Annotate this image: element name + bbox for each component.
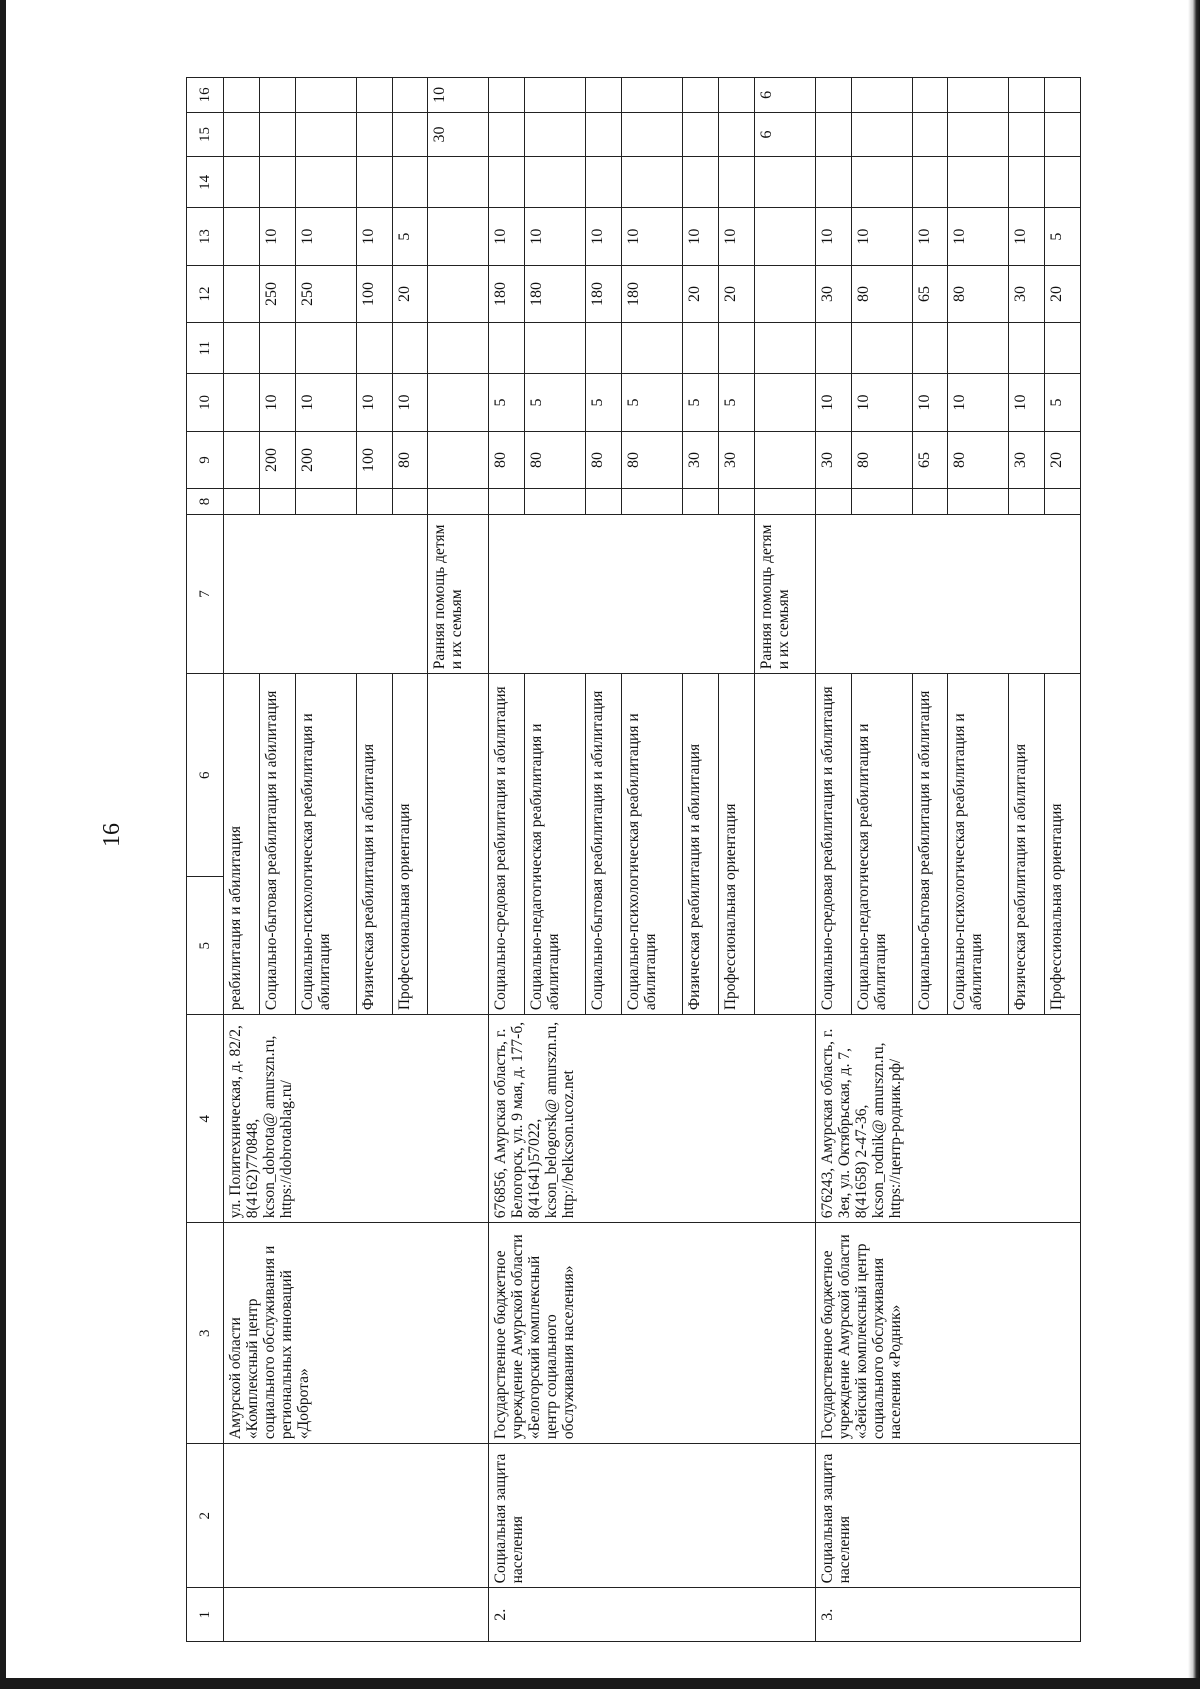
target-group [489, 514, 754, 674]
col16-value: 10 [428, 78, 489, 113]
col9-value: 80 [525, 431, 586, 488]
service-name: Социально-бытовая реабилитация и абилитация [260, 674, 296, 1015]
rehabilitation-services-table [186, 77, 1081, 1642]
col10-value: 5 [525, 374, 586, 431]
col12-value: 20 [683, 265, 719, 322]
target-group [224, 514, 428, 674]
col14-value [622, 157, 683, 208]
col16-value [525, 78, 586, 113]
col12-value: 80 [851, 265, 912, 322]
col14-value [1045, 157, 1081, 208]
col11-value [754, 323, 815, 374]
col15-value: 30 [428, 112, 489, 157]
service-name: Социально-бытовая реабилитация и абилитация [586, 674, 622, 1015]
col16-value [392, 78, 428, 113]
col9-value: 100 [356, 431, 392, 488]
header-col-3: 3 [187, 1223, 224, 1444]
header-col-7: 7 [187, 514, 224, 674]
header-col-14: 14 [187, 157, 224, 208]
col12-value: 180 [525, 265, 586, 322]
col10-value [224, 374, 260, 431]
service-name [754, 674, 815, 1015]
org-block [224, 78, 489, 1642]
col15-value [295, 112, 356, 157]
col10-value: 5 [683, 374, 719, 431]
service-name [428, 674, 489, 1015]
col16-value [1045, 78, 1081, 113]
header-col-12: 12 [187, 265, 224, 322]
col9-value: 200 [295, 431, 356, 488]
col8-value [912, 489, 948, 515]
col10-value [428, 374, 489, 431]
col14-value [295, 157, 356, 208]
col10-value: 5 [586, 374, 622, 431]
col9-value: 80 [948, 431, 1009, 488]
col11-value [815, 323, 851, 374]
service-name: Социально-средовая реабилитация и абилитация [815, 674, 851, 1015]
col8-value [948, 489, 1009, 515]
col10-value: 5 [1045, 374, 1081, 431]
col16-value [851, 78, 912, 113]
col9-value: 20 [1045, 431, 1081, 488]
col15-value [718, 112, 754, 157]
col16-value [1009, 78, 1045, 113]
col11-value [356, 323, 392, 374]
col9-value: 80 [489, 431, 525, 488]
col15-value [912, 112, 948, 157]
col12-value: 30 [1009, 265, 1045, 322]
col11-value [428, 323, 489, 374]
org-contacts: 676243, Амурская область, г. Зея, ул. Октябрьская, д. 7, 8(41658) 2-47-36, kcson_rodnik@ amurszn.ru, https://центр-родник.рф/ [815, 1015, 1080, 1223]
col13-value: 10 [815, 208, 851, 265]
col12-value [754, 265, 815, 322]
table-row [224, 78, 260, 1642]
col15-value [356, 112, 392, 157]
col11-value [295, 323, 356, 374]
col15-value [260, 112, 296, 157]
col11-value [683, 323, 719, 374]
col13-value: 10 [718, 208, 754, 265]
col8-value [525, 489, 586, 515]
col9-value: 80 [622, 431, 683, 488]
org-number [224, 1588, 489, 1642]
col10-value: 10 [356, 374, 392, 431]
col14-value [851, 157, 912, 208]
col12-value: 65 [912, 265, 948, 322]
scan-edge-left [0, 0, 6, 1689]
header-col-15: 15 [187, 112, 224, 157]
col16-value [948, 78, 1009, 113]
service-name: реабилитация и абилитация [224, 674, 260, 1015]
col9-value: 80 [586, 431, 622, 488]
col14-value [586, 157, 622, 208]
col14-value [815, 157, 851, 208]
col13-value: 10 [489, 208, 525, 265]
col16-value [260, 78, 296, 113]
col11-value [525, 323, 586, 374]
service-name: Профессиональная ориентация [392, 674, 428, 1015]
col12-value: 180 [622, 265, 683, 322]
col14-value [392, 157, 428, 208]
org-number: 3. [815, 1588, 1080, 1642]
col8-value [260, 489, 296, 515]
service-name: Социально-психологическая реабилитация и абилитация [948, 674, 1009, 1015]
col10-value: 10 [815, 374, 851, 431]
col8-value [489, 489, 525, 515]
org-sphere: Социальная защита населения [489, 1444, 815, 1588]
col16-value [586, 78, 622, 113]
service-name: Профессиональная ориентация [718, 674, 754, 1015]
col12-value: 250 [260, 265, 296, 322]
col10-value: 10 [912, 374, 948, 431]
col8-value [815, 489, 851, 515]
col13-value [224, 208, 260, 265]
col12-value: 100 [356, 265, 392, 322]
table-row [815, 78, 851, 1642]
col11-value [1045, 323, 1081, 374]
col15-value [392, 112, 428, 157]
col16-value [683, 78, 719, 113]
header-col-6: 6 [187, 674, 224, 877]
rotated-table-sheet [186, 77, 1081, 1642]
col10-value: 10 [948, 374, 1009, 431]
col8-value [356, 489, 392, 515]
scan-edge-right [1188, 0, 1200, 1689]
header-col-13: 13 [187, 208, 224, 265]
col11-value [851, 323, 912, 374]
col11-value [948, 323, 1009, 374]
col8-value [851, 489, 912, 515]
col16-value [295, 78, 356, 113]
col15-value [1045, 112, 1081, 157]
col10-value: 10 [392, 374, 428, 431]
col11-value [912, 323, 948, 374]
col11-value [1009, 323, 1045, 374]
col12-value: 20 [1045, 265, 1081, 322]
org-block [489, 78, 815, 1642]
table-row [489, 78, 525, 1642]
col15-value [1009, 112, 1045, 157]
col12-value: 20 [392, 265, 428, 322]
col14-value [754, 157, 815, 208]
col14-value [428, 157, 489, 208]
col15-value [489, 112, 525, 157]
org-name: Государственное бюджетное учреждение Амурской области «Белогорский комплексный центр социального обслуживания населения» [489, 1223, 815, 1444]
col8-value [754, 489, 815, 515]
col9-value: 80 [851, 431, 912, 488]
col16-value [718, 78, 754, 113]
col16-value [912, 78, 948, 113]
col9-value [224, 431, 260, 488]
col13-value: 10 [260, 208, 296, 265]
col15-value [622, 112, 683, 157]
col16-value [815, 78, 851, 113]
col14-value [683, 157, 719, 208]
col9-value: 30 [718, 431, 754, 488]
header-col-11: 11 [187, 323, 224, 374]
col16-value [622, 78, 683, 113]
org-sphere: Социальная защита населения [815, 1444, 1080, 1588]
header-col-10: 10 [187, 374, 224, 431]
col15-value [815, 112, 851, 157]
col15-value [586, 112, 622, 157]
col12-value: 250 [295, 265, 356, 322]
col13-value: 10 [295, 208, 356, 265]
org-contacts: ул. Политехническая, д. 82/2, 8(4162)770848, kcson_dobrota@ amurszn.ru, https://dobrotablag.ru/ [224, 1015, 489, 1223]
col8-value [1009, 489, 1045, 515]
col14-value [718, 157, 754, 208]
col9-value: 200 [260, 431, 296, 488]
col9-value [428, 431, 489, 488]
col11-value [489, 323, 525, 374]
col10-value: 10 [1009, 374, 1045, 431]
col14-value [912, 157, 948, 208]
col10-value [754, 374, 815, 431]
col8-value [295, 489, 356, 515]
col13-value: 10 [586, 208, 622, 265]
header-col-4: 4 [187, 1015, 224, 1223]
org-name: Государственное бюджетное учреждение Амурской области «Зейский комплексный центр социального обслуживания населения «Родник» [815, 1223, 1080, 1444]
header-col-16: 16 [187, 78, 224, 113]
col14-value [224, 157, 260, 208]
col16-value [489, 78, 525, 113]
col14-value [525, 157, 586, 208]
col15-value [683, 112, 719, 157]
col13-value: 10 [622, 208, 683, 265]
early-help-label: Ранняя помощь детям и их семьям [754, 514, 815, 674]
col13-value: 10 [525, 208, 586, 265]
col9-value: 30 [1009, 431, 1045, 488]
col12-value [224, 265, 260, 322]
col9-value: 65 [912, 431, 948, 488]
col11-value [392, 323, 428, 374]
col8-value [622, 489, 683, 515]
col11-value [224, 323, 260, 374]
col12-value: 20 [718, 265, 754, 322]
col9-value: 30 [683, 431, 719, 488]
org-block [815, 78, 1080, 1642]
header-col-2: 2 [187, 1444, 224, 1588]
col13-value: 10 [683, 208, 719, 265]
header-col-1: 1 [187, 1588, 224, 1642]
col15-value [224, 112, 260, 157]
col15-value: 6 [754, 112, 815, 157]
col13-value: 5 [392, 208, 428, 265]
col10-value: 5 [622, 374, 683, 431]
col8-value [718, 489, 754, 515]
col13-value [428, 208, 489, 265]
col12-value: 180 [586, 265, 622, 322]
col9-value: 80 [392, 431, 428, 488]
col10-value: 10 [295, 374, 356, 431]
page-number: 16 [99, 823, 125, 847]
org-number: 2. [489, 1588, 815, 1642]
col13-value: 10 [1009, 208, 1045, 265]
col14-value [489, 157, 525, 208]
col10-value: 5 [489, 374, 525, 431]
col8-value [392, 489, 428, 515]
col8-value [586, 489, 622, 515]
col16-value [356, 78, 392, 113]
col12-value [428, 265, 489, 322]
col12-value: 180 [489, 265, 525, 322]
col13-value: 5 [1045, 208, 1081, 265]
header-col-9: 9 [187, 431, 224, 488]
service-name: Социально-психологическая реабилитация и абилитация [622, 674, 683, 1015]
col15-value [525, 112, 586, 157]
service-name: Социально-педагогическая реабилитация и абилитация [851, 674, 912, 1015]
col13-value: 10 [356, 208, 392, 265]
service-name: Профессиональная ориентация [1045, 674, 1081, 1015]
service-name: Социально-средовая реабилитация и абилитация [489, 674, 525, 1015]
service-name: Социально-бытовая реабилитация и абилитация [912, 674, 948, 1015]
col13-value: 10 [851, 208, 912, 265]
service-name: Социально-педагогическая реабилитация и абилитация [525, 674, 586, 1015]
col14-value [356, 157, 392, 208]
col8-value [1045, 489, 1081, 515]
col16-value [224, 78, 260, 113]
col12-value: 30 [815, 265, 851, 322]
col8-value [428, 489, 489, 515]
col8-value [224, 489, 260, 515]
col9-value: 30 [815, 431, 851, 488]
col13-value [754, 208, 815, 265]
target-group [815, 514, 1080, 674]
org-name: Амурской области «Комплексный центр социального обслуживания и региональных инноваций «Доброта» [224, 1223, 489, 1444]
early-help-label: Ранняя помощь детям и их семьям [428, 514, 489, 674]
org-sphere [224, 1444, 489, 1588]
col14-value [948, 157, 1009, 208]
col13-value: 10 [912, 208, 948, 265]
header-row [187, 78, 224, 1642]
service-name: Физическая реабилитация и абилитация [1009, 674, 1045, 1015]
service-name: Социально-психологическая реабилитация и абилитация [295, 674, 356, 1015]
col15-value [948, 112, 1009, 157]
col11-value [586, 323, 622, 374]
col16-value: 6 [754, 78, 815, 113]
col10-value: 10 [260, 374, 296, 431]
scan-edge-bottom [0, 1678, 1200, 1689]
col11-value [622, 323, 683, 374]
col15-value [851, 112, 912, 157]
col14-value [1009, 157, 1045, 208]
col11-value [260, 323, 296, 374]
col10-value: 5 [718, 374, 754, 431]
header-col-8: 8 [187, 489, 224, 515]
col10-value: 10 [851, 374, 912, 431]
col9-value [754, 431, 815, 488]
service-name: Физическая реабилитация и абилитация [683, 674, 719, 1015]
service-name: Физическая реабилитация и абилитация [356, 674, 392, 1015]
col14-value [260, 157, 296, 208]
col12-value: 80 [948, 265, 1009, 322]
org-contacts: 676856, Амурская область, г. Белогорск, ул. 9 мая, д. 177-б, 8(41641)57022, kcson_belogorsk@ amurszn.ru, http://belkcson.ucoz.net [489, 1015, 815, 1223]
col13-value: 10 [948, 208, 1009, 265]
header-col-5: 5 [187, 877, 224, 1015]
col11-value [718, 323, 754, 374]
col8-value [683, 489, 719, 515]
